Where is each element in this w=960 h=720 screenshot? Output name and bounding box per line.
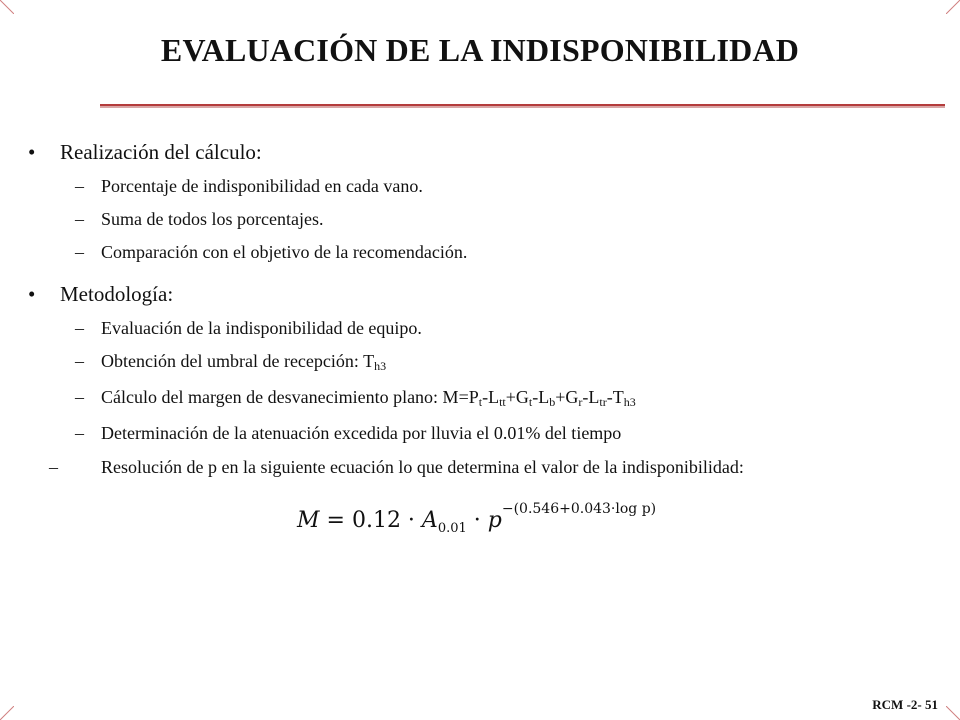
dash-marker: – — [75, 423, 84, 443]
formula-exponent: −(0.546+0.043·log p) — [501, 501, 657, 517]
subitem-text: Comparación con el objetivo de la recomendación. — [101, 242, 468, 262]
corner-decoration-top-left — [0, 0, 14, 14]
formula-eq: = 0.12 · — [319, 508, 422, 533]
subitem-percentage — [75, 175, 423, 197]
subitem-threshold — [75, 350, 386, 372]
subitem-rain-attenuation — [75, 422, 621, 444]
corner-decoration-bottom-left — [0, 706, 14, 720]
formula-lhs: M — [297, 508, 320, 533]
subitem-text: Porcentaje de indisponibilidad en cada vano. — [101, 176, 423, 196]
subscript: r — [578, 395, 583, 409]
subitem-text: Determinación de la atenuación excedida por lluvia el 0.01% del tiempo — [101, 423, 622, 443]
subscript: tr — [599, 395, 607, 409]
dash-marker: – — [75, 318, 84, 338]
subscript: h3 — [623, 395, 636, 409]
dash-marker: – — [75, 387, 84, 407]
dash-marker: – — [49, 457, 58, 477]
dash-marker: – — [75, 242, 84, 262]
dash-marker: – — [75, 209, 84, 229]
slide-footer: RCM -2- 51 — [872, 697, 938, 712]
subitem-resolution — [49, 456, 845, 478]
slide-title: EVALUACIÓN DE LA INDISPONIBILIDAD — [160, 32, 800, 68]
subitem-text: Resolución de p en la siguiente ecuación lo que determina el valor de la indisponibilidad: — [101, 457, 744, 477]
corner-decoration-bottom-right — [946, 706, 960, 720]
subitem-sum — [75, 208, 323, 230]
bullet-methodology — [28, 282, 173, 306]
formula-p: p — [487, 508, 502, 533]
bullet-calculation — [28, 140, 262, 164]
subitem-text: Suma de todos los porcentajes. — [101, 209, 324, 229]
dash-marker: – — [75, 176, 84, 196]
subitem-text: Evaluación de la indisponibilidad de equipo. — [101, 318, 422, 338]
subscript: t — [478, 395, 483, 409]
bullet-dot: • — [28, 140, 36, 164]
bullet-text: Realización del cálculo: — [60, 140, 262, 164]
subscript: b — [549, 395, 556, 409]
dash-marker: – — [75, 351, 84, 371]
subitem-comparison — [75, 241, 467, 263]
subscript: h3 — [374, 359, 387, 373]
subitem-text: Cálculo del margen de desvanecimiento plano: M=P — [101, 387, 479, 407]
corner-decoration-top-right — [946, 0, 960, 14]
formula-dot: · — [466, 508, 488, 533]
bullet-text: Metodología: — [60, 282, 174, 306]
subscript: t — [528, 395, 533, 409]
subitem-text: Obtención del umbral de recepción: T — [101, 351, 375, 371]
bullet-dot: • — [28, 282, 36, 306]
formula-a-subscript: 0.01 — [437, 521, 467, 536]
subitem-fade-margin: – Cálculo del margen de desvanecimiento plano: $M=P_t-L_{tt}+G_t-L_b+G_r-L_{tr}-T_{h3}$ — [75, 387, 636, 409]
indisponibility-equation — [297, 501, 657, 548]
title-underline — [100, 104, 945, 106]
subscript: tt — [499, 395, 506, 409]
formula-a: A — [421, 508, 438, 533]
subitem-equipment — [75, 317, 422, 339]
